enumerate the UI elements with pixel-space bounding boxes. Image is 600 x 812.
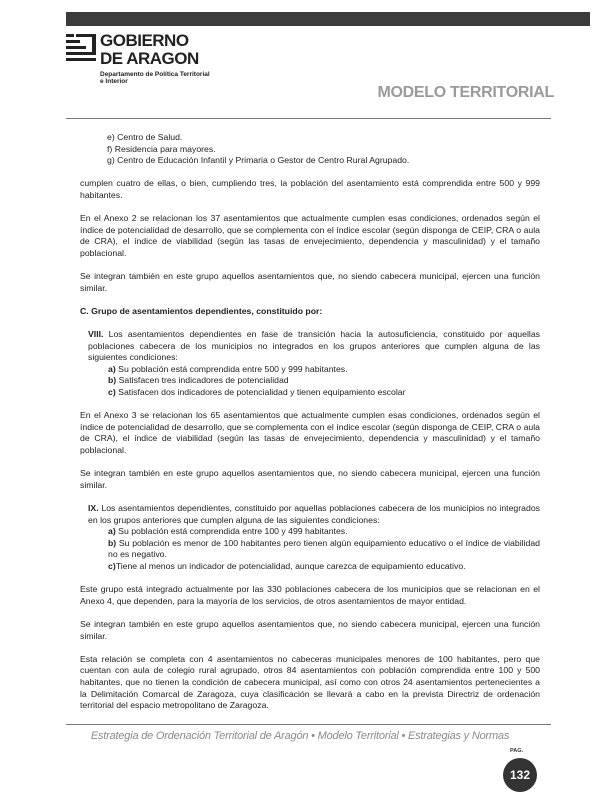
logo-department-line1: Departamento de Política Territorial — [100, 71, 210, 78]
paragraph: Se integran también en este grupo aquellos asentamientos que, no siendo cabecera municipal, ejercen una función similar. — [80, 468, 540, 490]
paragraph: En el Anexo 2 se relacionan los 37 asentamientos que actualmente cumplen esas condiciones, ordenados según el índice de potencialidad de desarrollo, que se complementa con el índice escolar (según disponga de CEIP, CRA o aula de CRA), el índice de viabilidad (según las tasas de envejecimiento, dependencia y masculinidad) y el tamaño poblacional. — [80, 213, 540, 258]
list-item: g) Centro de Educación Infantil y Primaria o Gestor de Centro Rural Agrupado. — [107, 155, 410, 166]
paragraph: Esta relación se completa con 4 asentamientos no cabeceras municipales menores de 100 habitantes, pero que cuentan con aula de colegio rural agrupado, otros 84 asentamientos con población comprendida entre 100 y 500 habitantes, que no tienen la condición de cabecera municipal, así como con otros 24 asentamientos pertenecientes a la Delimitación Comarcal de Zaragoza, cuya clasificación se llevará a cabo en la prevista Directriz de ordenación territorial del espacio metropolitano de Zaragoza. — [80, 653, 540, 711]
document-body — [80, 132, 540, 723]
logo-department-line2: e Interior — [100, 78, 128, 85]
list-item — [108, 526, 540, 538]
item-text: Satisfacen tres indicadores de potencialidad — [116, 375, 289, 386]
logo-title-line2: DE ARAGON — [100, 49, 199, 68]
item-label: c) — [108, 387, 116, 398]
list-item — [108, 375, 540, 387]
group-ix — [80, 503, 540, 573]
logo-title-line1: GOBIERNO — [100, 31, 189, 50]
section-heading-c: C. Grupo de asentamientos dependientes, constituido por: — [80, 305, 323, 316]
page-number-badge: 132 — [503, 758, 537, 792]
group-ix-text — [88, 503, 540, 526]
item-label: a) — [108, 526, 116, 537]
item-label: a) — [108, 363, 116, 374]
item-label: b) — [108, 375, 117, 386]
item-text: Tiene al menos un indicador de potencialidad, aunque carezca de equipamiento educativo. — [115, 560, 466, 571]
footer-divider — [66, 724, 551, 725]
paragraph: Este grupo está integrado actualmente por las 330 poblaciones cabecera de los municipios que se relacionan en el Anexo 4, que dependen, para la mayoría de los servicios, de otros asentamientos de mayor entidad. — [80, 584, 540, 606]
item-text: Su población es menor de 100 habitantes pero tienen algún equipamiento educativo o el índice de viabilidad no es negativo. — [108, 537, 540, 560]
header-top-bar — [66, 12, 590, 26]
group-viii — [80, 329, 540, 399]
list-item: f) Residencia para mayores. — [107, 143, 216, 154]
gobierno-aragon-logo — [66, 30, 216, 90]
aragon-emblem-icon — [66, 32, 96, 66]
list-item — [108, 364, 540, 376]
item-text: Satisfacen dos indicadores de potencialidad y tienen equipamiento escolar — [115, 387, 406, 398]
item-label: b) — [108, 537, 117, 548]
group-ix-description: Los asentamientos dependientes, constituido por aquellas poblaciones cabecera de los municipios no integrados en los grupos anteriores que cumplen alguna de las siguientes condiciones: — [88, 503, 540, 525]
item-text: Su población está comprendida entre 500 y 999 habitantes. — [115, 363, 348, 374]
logo-department — [100, 71, 220, 85]
paragraph: Se integran también en este grupo aquellos asentamientos que, no siendo cabecera municipal, ejercen una función similar. — [80, 618, 540, 641]
group-viii-description: Los asentamientos dependientes en fase de transición hacia la autosuficiencia, constituido por aquellas poblaciones cabecera de los municipios no integrados en los grupos anteriores que cumplen alguna de las siguientes condiciones: — [88, 329, 540, 363]
group-viii-text — [88, 329, 540, 364]
group-viii-conditions — [88, 364, 540, 399]
section-title: MODELO TERRITORIAL — [377, 84, 554, 101]
list-item — [108, 561, 540, 573]
paragraph: cumplen cuatro de ellas, o bien, cumpliendo tres, la población del asentamiento está comprendida entre 500 y 999 habitantes. — [80, 178, 540, 200]
item-text: Su población está comprendida entre 100 y 499 habitantes. — [115, 526, 348, 537]
group-ix-label: IX. — [88, 503, 99, 513]
header-divider — [66, 118, 551, 119]
group-ix-conditions — [88, 526, 540, 572]
list-item — [108, 538, 540, 561]
paragraph: En el Anexo 3 se relacionan los 65 asentamientos que actualmente cumplen esas condiciones, ordenados según el índice de potencialidad de desarrollo, que se complementa con el índice escolar (según disponga de CEIP, CRA o aula de CRA), el índice de viabilidad (según las tasas de envejecimiento, dependencia y masculinidad) y el tamaño poblacional. — [80, 410, 540, 456]
list-item: e) Centro de Salud. — [107, 132, 183, 142]
footer-running-title: Estrategia de Ordenación Territorial de Aragón • Modelo Territorial • Estrategias y Normas — [90, 730, 510, 742]
page-label: PAG. — [510, 748, 524, 754]
item-label: c) — [108, 560, 116, 571]
paragraph: Se integran también en este grupo aquellos asentamientos que, no siendo cabecera municipal, ejercen una función similar. — [80, 271, 540, 293]
equipment-list — [80, 132, 540, 167]
list-item — [108, 387, 540, 399]
group-viii-label: VIII. — [88, 329, 104, 340]
